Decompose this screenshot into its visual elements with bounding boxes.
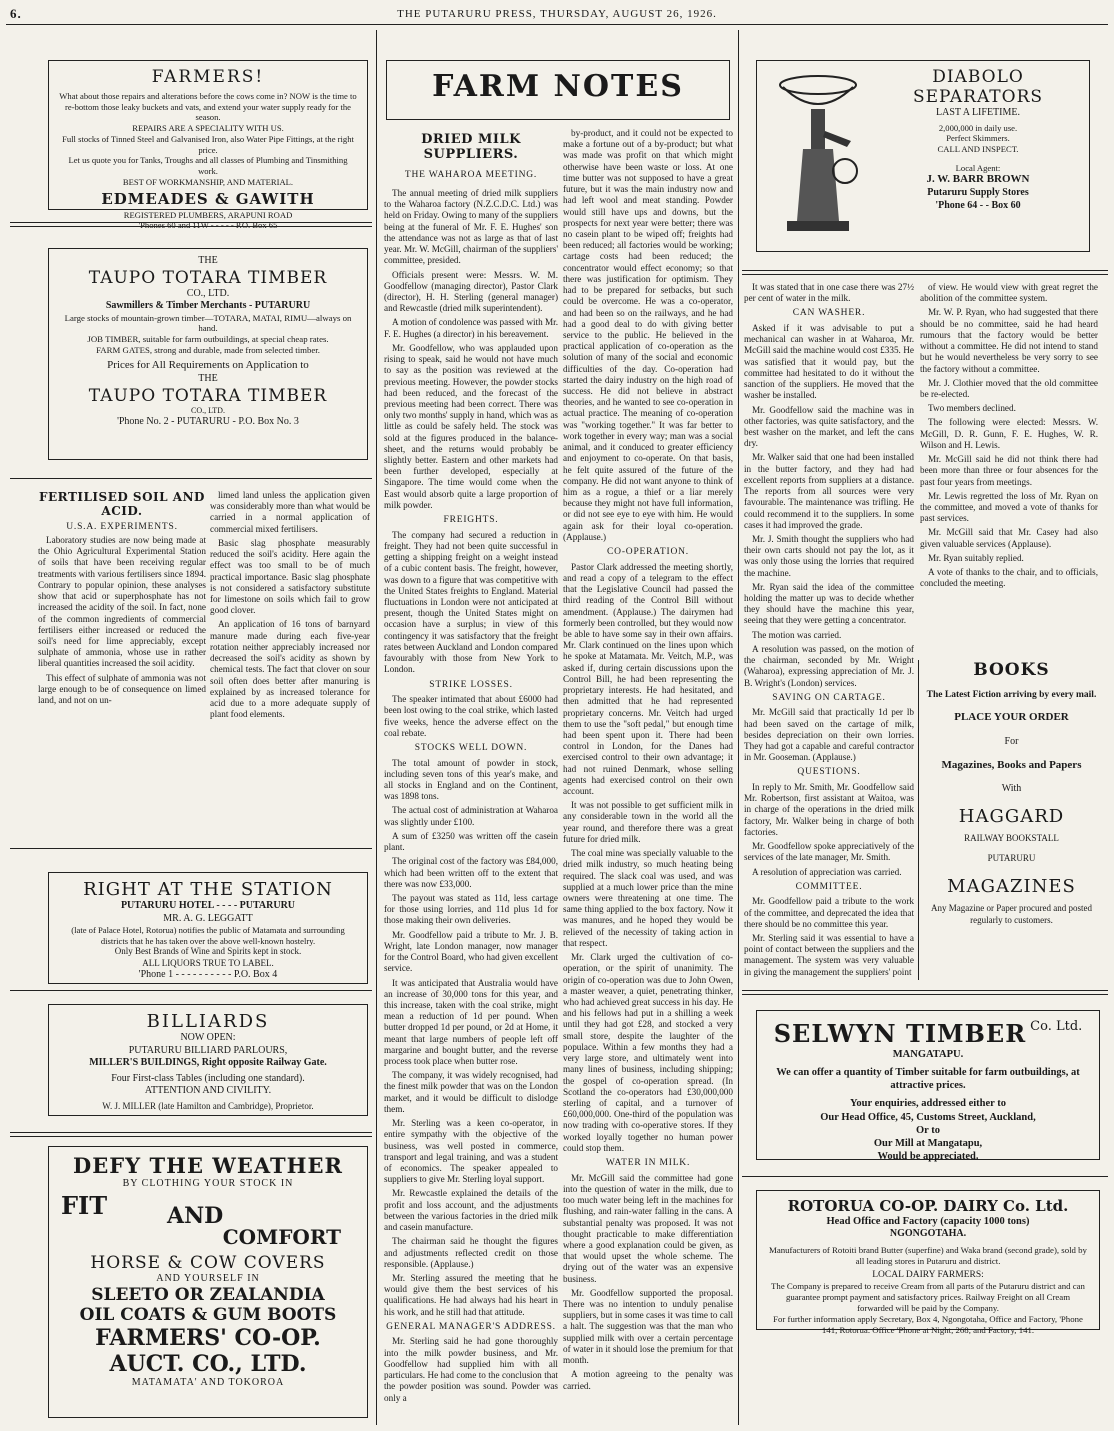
station-phone: 'Phone 1 - - - - - - - - - - P.O. Box 4 — [138, 968, 278, 980]
billiards-now: NOW OPEN: — [180, 1032, 236, 1043]
article-paragraph: Basic slag phosphate measurably reduced the soil's acidity. Here again the effect was too small to be of much practical importance. Basic slag phosphate is not considered a satisfactory substitute for limestone on soils which fail to grow good clover. — [210, 537, 370, 616]
taupo-the2: THE — [198, 373, 218, 385]
books-railway: RAILWAY BOOKSTALL — [964, 832, 1059, 843]
rotorua-dairy-ad — [756, 1190, 1100, 1336]
stocks-heading: STOCKS WELL DOWN. — [414, 743, 528, 753]
defy-oil: OIL COATS & GUM BOOTS — [79, 1305, 337, 1325]
billiards-attention: ATTENTION AND CIVILITY. — [144, 1085, 272, 1096]
diabolo-title1: DIABOLO — [932, 67, 1024, 87]
farmers-ad-body: What about those repairs and alterations before the cows come in? NOW is the time to re-bottom those leaky buckets and vats, and extend your water supply ready for the season. — [59, 91, 357, 123]
article-paragraph: Asked if it was advisable to put a mechanical can washer in at Waharoa, Mr. McGill said the machine would cost £335. He was satisfied that it would pay, but the committee had hesitated to do it without the sanction of the suppliers. He moved that the washer be installed. — [744, 323, 914, 401]
article-paragraph: The total amount of powder in stock, including seven tons of this year's make, and all stocks in England and on the Continent, was 1898 tons. — [384, 757, 558, 802]
taupo-name2: TAUPO TOTARA TIMBER — [88, 385, 328, 406]
saving-heading: SAVING ON CARTAGE. — [772, 692, 886, 703]
taupo-prices: Prices for All Requirements on Application to — [107, 359, 309, 372]
diabolo-agent: Local Agent: — [955, 162, 1001, 173]
article-paragraph: Mr. Rewcastle explained the details of the profit and loss account, and the adjustments between the various factories in the dried milk and casein manufacture. — [384, 1188, 558, 1233]
article-paragraph: Mr. Goodfellow, who was applauded upon rising to speak, said he would not have much to say as the position was reviewed at the previous meeting. However, the powder stocks had been reduced, and the forecast of the previous meeting had been correct. There was only two months' supply in hand, which was as little as could be safely held. The stock was sold at the figures produced in the balance-sheet, and the returns would probably be slightly better. Eastern and other markets had been further developed, especially at Singapore. The time would come when the East would absorb quite a large proportion of milk powder. — [384, 342, 558, 510]
article-paragraph: The actual cost of administration at Waharoa was slightly under £100. — [384, 805, 558, 827]
separator-illustration — [773, 71, 863, 241]
article-paragraph: Mr. Goodfellow spoke appreciatively of the services of the late manager, Mr. Smith. — [744, 841, 914, 863]
article-paragraph: Mr. McGill said the committee had gone into the question of water in the milk, due to too much water being left in the machines for flushing, and rain-water falling in the cans. A substantial penalty was proposed. It was not thought practicable to make differentiation where a good explanation could be given, as that would upset the whole scheme. The drying out of the water was an expensive business. — [563, 1172, 733, 1284]
divider — [742, 270, 1108, 275]
selwyn-co: Co. Ltd. — [1030, 1019, 1083, 1034]
article-paragraph: Mr. Goodfellow paid a tribute to the work of the committee, and deprecated the idea that there should be no committee this year. — [744, 896, 914, 929]
article-paragraph: Mr. McGill said that Mr. Casey had also given valuable services (Applause). — [920, 527, 1098, 549]
article-paragraph: Mr. J. Clothier moved that the old committee be re-elected. — [920, 377, 1098, 399]
article-paragraph: Mr. Lewis regretted the loss of Mr. Ryan on the committee, and moved a vote of thanks for past services. — [920, 490, 1098, 524]
divider — [10, 222, 372, 227]
fertilised-article-col1 — [38, 490, 206, 835]
station-late: (late of Palace Hotel, Rotorua) notifies the public of Matamata and surrounding districts that he has taken over the above well-known hostelry. — [71, 925, 345, 946]
books-with: With — [1001, 783, 1022, 795]
article-paragraph: Mr. Walker said that one had been installed in the butter factory, and they had had excellent reports from suppliers at a distance. The reports from all sources were very favourable. The maintenance was trifling. He could recommend it to the suppliers. In some cases it had improved the grade. — [744, 452, 914, 530]
books-putaruru: PUTARURU — [987, 853, 1036, 864]
article-paragraph: Mr. Goodfellow supported the proposal. There was no intention to unduly penalise suppliers, but in some cases it was time to call a halt. The suggestion was that the man who supplied milk with over a certain percentage of water in it should lose the premium for that month. — [563, 1287, 733, 1366]
article-paragraph: Mr. Ryan suitably replied. — [928, 552, 1024, 563]
station-brands: Only Best Brands of Wine and Spirits kept in stock. — [114, 946, 302, 957]
article-paragraph: Mr. Sterling said it was essential to have a point of contact between the suppliers and the management. The system was very valuable in giving the management the suppliers' point — [744, 933, 914, 977]
rotorua-place: NGONGOTAHA. — [889, 1228, 967, 1240]
article-paragraph: A motion of condolence was passed with Mr. F. E. Hughes (a director) in his bereavement. — [384, 317, 558, 339]
article-paragraph: It was anticipated that Australia would have an increase of 30,000 tons for this year, and this increase, taken with the coal strike, might mean a reduction of 1d per pound. When butter dropped 1d per pound, or 2d at Home, it meant that large numbers of people left off margarine and bought butter, and the reverse process took place when butter rose. — [384, 977, 558, 1067]
dried-milk-col2 — [563, 128, 733, 1423]
taupo-timber-ad — [48, 248, 368, 460]
defy-farmers: FARMERS' CO-OP. — [95, 1325, 321, 1351]
fertilised-headline: FERTILISED SOIL AND ACID. — [39, 490, 205, 518]
farmers-ad-stock: Full stocks of Tinned Steel and Galvanised Iron, also Water Pipe Fittings, at the right price. — [62, 133, 354, 155]
diabolo-call: CALL AND INSPECT. — [937, 143, 1019, 154]
article-paragraph: Two members declined. — [928, 403, 1016, 414]
defy-yourself: AND YOURSELF IN — [156, 1272, 260, 1284]
farmers-ad-specialty: REPAIRS ARE A SPECIALITY WITH US. — [132, 123, 284, 134]
defy-weather-ad — [48, 1146, 368, 1418]
farmers-ad-title: FARMERS! — [151, 67, 265, 87]
cooperation-heading: CO-OPERATION. — [607, 547, 689, 558]
fertilised-subheading: U.S.A. EXPERIMENTS. — [66, 522, 178, 532]
billiards-parlours: PUTARURU BILLIARD PARLOURS, — [128, 1044, 288, 1056]
books-mags: Magazines, Books and Papers — [941, 758, 1082, 771]
article-paragraph: Mr. Sterling said he had gone thoroughly into the milk powder business, and Mr. Goodfellow had supplied him with all particulars. He had come to the conclusion that the powder position was sound. Powder was only a — [384, 1336, 558, 1403]
article-paragraph: Mr. Sterling was a keen co-operator, in entire sympathy with the objective of the business, was well posted in commerce, transport and legal training, and was a student of economics. The speaker appealed to suppliers to give Mr. Sterling loyal support. — [384, 1118, 558, 1185]
rotorua-company: The Company is prepared to receive Cream from all parts of the Putaruru district and can guarantee prompt payment and satisfactory prices. Railway Freight on all Cream forwarded will be paid by the Company. — [771, 1281, 1085, 1314]
books-haggard: HAGGARD — [958, 805, 1065, 827]
article-paragraph: of view. He would view with great regret the abolition of the committee system. — [920, 282, 1098, 304]
books-any: Any Magazine or Paper procured and posted regularly to customers. — [931, 903, 1092, 925]
article-paragraph: Mr. Goodfellow said the machine was in other factories, was quite satisfactory, and the best washer on the market, and left the cans dry. — [744, 404, 914, 449]
article-paragraph: It was not possible to get sufficient milk in any considerable town in the world all the year round, and therefore there was a great future for dried milk. — [563, 800, 733, 844]
article-paragraph: The motion was carried. — [752, 629, 842, 640]
taupo-co2: CO., LTD. — [191, 405, 225, 415]
divider — [10, 1132, 372, 1137]
billiards-title: BILLIARDS — [146, 1011, 270, 1032]
selwyn-timber-ad — [756, 1010, 1100, 1160]
article-paragraph: An application of 16 tons of barnyard manure made during each five-year rotation neither appreciably increased nor decreased the soil's acidity as shown by chemical tests. The fact that clover on sour soil often does better after manuring is explained by as increased tolerance for acid due to a more adequate supply of plant food elements. — [210, 619, 370, 720]
books-latest: The Latest Fiction arriving by every mail. — [926, 689, 1097, 700]
selwyn-head: Our Head Office, 45, Customs Street, Auckland, — [820, 1111, 1036, 1123]
article-paragraph: A sum of £3250 was written off the casein plant. — [384, 830, 558, 853]
defy-and: AND — [167, 1202, 224, 1229]
rotorua-local: LOCAL DAIRY FARMERS: — [872, 1269, 984, 1280]
article-paragraph: Mr. W. P. Ryan, who had suggested that there should be no committee, said he had heard rumours that the factory would be better without a committee. He did not intend to stand but he would nevertheless be very sorry to see the factory without a committee. — [920, 307, 1098, 374]
page-number: 6. — [10, 6, 22, 21]
gm-heading: GENERAL MANAGER'S ADDRESS. — [386, 1321, 556, 1332]
article-paragraph: Mr. Ryan said the idea of the committee holding the matter up was to decide whether they should have the machine this year, seeing that they were getting a concentrator. — [744, 581, 914, 626]
selwyn-enq: Your enquiries, addressed either to — [849, 1098, 1007, 1110]
article-paragraph: It was stated that in one case there was 27½ per cent of water in the milk. — [744, 282, 914, 304]
selwyn-place: MANGATAPU. — [892, 1049, 964, 1060]
diabolo-stores: Putaruru Supply Stores — [927, 187, 1029, 199]
selwyn-or: Or to — [915, 1124, 940, 1136]
article-paragraph: This effect of sulphate of ammonia was not large enough to be of consequence on limed land, and not on un- — [38, 672, 206, 706]
header-rule — [6, 24, 1108, 25]
books-place: PLACE YOUR ORDER — [954, 711, 1069, 724]
can-washer-heading: CAN WASHER. — [792, 308, 866, 319]
station-mr: MR. A. G. LEGGATT — [163, 912, 253, 924]
defy-auct: AUCT. CO., LTD. — [109, 1351, 307, 1377]
rotorua-title: ROTORUA CO-OP. DAIRY Co. Ltd. — [787, 1197, 1069, 1215]
divider — [742, 990, 1108, 995]
taupo-the: THE — [198, 255, 218, 266]
article-paragraph: A vote of thanks to the chair, and to officials, concluded the meeting. — [920, 567, 1098, 589]
defy-comfort: COMFORT — [222, 1224, 341, 1249]
billiards-buildings: MILLER'S BUILDINGS, Right opposite Railway Gate. — [89, 1057, 327, 1068]
article-paragraph: The original cost of the factory was £84,000, which had been written off to the extent that there was now £33,000. — [384, 856, 558, 889]
committee-heading: COMMITTEE. — [795, 881, 863, 892]
taupo-name: TAUPO TOTARA TIMBER — [88, 267, 328, 288]
dried-milk-col4 — [920, 282, 1098, 632]
taupo-line1: Large stocks of mountain-grown timber—TOTARA, MATAI, RIMU—always on hand. — [64, 312, 352, 334]
selwyn-would: Would be appreciated. — [877, 1150, 979, 1162]
article-paragraph: The company, it was widely recognised, had the finest milk powder that was on the London market, and it would be difficult to dislodge them. — [384, 1070, 558, 1114]
billiards-ad — [48, 1004, 368, 1116]
defy-fit: FIT — [61, 1190, 108, 1220]
article-paragraph: Mr. McGill said he did not think there had been more than three or four absences for the past four years from meetings. — [920, 454, 1098, 487]
article-paragraph: Laboratory studies are now being made at the Ohio Agricultural Experimental Station of soils that have been receiving regular treatments with various fertilisers since 1894. Contrary to popular opinion, these analyses show that acid or superphosphate has not increased the acidity of the soil. In fact, none of the common ingredients of commercial fertilisers either increased or reduced the soil's need for lime appreciably, except sulphate of ammonia, whose use in rather liberal quantities increased the soil acidity. — [38, 535, 206, 669]
article-paragraph: limed land unless the application given was considerably more than what would be carried in a normal application of commercial mixed fertilisers. — [210, 490, 370, 534]
article-paragraph: Pastor Clark addressed the meeting shortly, and read a copy of a telegram to the effect that the Legislative Council had passed the third reading of the Control Bill without amendment. (Applause.) The dairymen had formerly been controlled, but they would now be able to have some say in their own affairs. Mr. Clark continued on the lines upon which he spoke at Matamata. Mr. Veitch, M.P., was asked if, during certain discussions upon the Control Bill, he had been representing the proprietary interests. He had hesitated, and then admitted that he had represented proprietary concerns. Mr. Veitch had urged them to use the "soft pedal," but enough time had been spent upon it. There had been control in London, for the Danes had exercised control to their own advantage; it had not ruined Denmark, whose selling agents had exercised control on their own account. — [563, 561, 733, 797]
rotorua-further: For further information apply Secretary, Box 4, Ngongotaha, Office and Factory, 'Phone 141, Rotorua. Office 'Phone at Night, 268, and Factory, 141. — [773, 1314, 1083, 1336]
selwyn-mill: Our Mill at Mangatapu, — [873, 1137, 983, 1149]
fertilised-article-col2 — [210, 490, 370, 835]
article-paragraph: The speaker intimated that about £6000 had been lost owing to the coal strike, which lasted five weeks, hence the adverse effect on the coal rebate. — [384, 694, 558, 738]
article-paragraph: Mr. Goodfellow paid a tribute to Mr. J. B. Wright, late London manager, now manager for the Control Board, who had given excellent service. — [384, 929, 558, 974]
defy-l2: BY CLOTHING YOUR STOCK IN — [122, 1178, 294, 1189]
books-for: For — [1004, 736, 1019, 748]
water-heading: WATER IN MILK. — [605, 1158, 691, 1169]
dried-milk-col3 — [744, 282, 914, 982]
selwyn-offer: We can offer a quantity of Timber suitable for farm outbuildings, at attractive prices. — [776, 1067, 1080, 1092]
dried-milk-col1 — [384, 128, 558, 1423]
divider — [742, 1176, 1108, 1177]
station-liquors: ALL LIQUORS TRUE TO LABEL. — [142, 957, 274, 968]
column-rule-2 — [738, 30, 739, 1425]
diabolo-last: LAST A LIFETIME. — [936, 107, 1020, 118]
dried-milk-subheading: THE WAHAROA MEETING. — [404, 170, 538, 180]
farmers-ad-phones: 'Phones 60 and 11W - - - - - P.O. Box 65 — [138, 220, 278, 231]
taupo-co: CO., LTD. — [186, 287, 230, 299]
farmers-ad — [48, 60, 368, 231]
diabolo-name: J. W. BARR BROWN — [926, 173, 1030, 186]
farmers-ad-quote: Let us quote you for Tanks, Troughs and all classes of Plumbing and Tinsmithing work. — [68, 155, 348, 177]
masthead-title: THE PUTARURU PRESS, THURSDAY, AUGUST 26, 1926. — [397, 8, 717, 20]
farm-notes-banner — [386, 60, 730, 120]
books-ad — [918, 660, 1100, 980]
column-rule-1 — [376, 30, 377, 1425]
article-paragraph: The payout was stated as 11d, less cartage for those using lorries, and 11d plus 1d for those making their own deliveries. — [384, 892, 558, 926]
selwyn-title: SELWYN TIMBER — [773, 1019, 1027, 1048]
page-header — [10, 6, 1104, 24]
station-hotel-ad — [48, 872, 368, 984]
taupo-line3: FARM GATES, strong and durable, made from selected timber. — [96, 345, 320, 356]
article-paragraph: Mr. Clark urged the cultivation of co-operation, or the spirit of unanimity. The origin of co-operation was due to John Owen, a master weaver, a quiet, penetrating thinker, who had achieved great success in his day. He and his fellows had put in a shilling a week until they had got £28, and stocked a very small store, despite the laughter of the populace. Within a few months they had a very large store, and ultimately went into many lines of business, including shipping; the gospel of co-operation spread. (In Scotland the co-operators had £30,000,000 sterling of capital, and a turnover of £60,000,000. One-third of the population was now trading with co-operative stores. If they worked loyally together no human power could stop them. — [563, 952, 733, 1153]
farmers-ad-sub: REGISTERED PLUMBERS, ARAPUNI ROAD — [123, 209, 293, 220]
diabolo-daily: 2,000,000 in daily use. — [938, 122, 1018, 133]
article-paragraph: A motion agreeing to the penalty was carried. — [563, 1369, 733, 1391]
divider — [10, 478, 372, 479]
defy-l1: DEFY THE WEATHER — [73, 1153, 343, 1178]
article-paragraph: Mr. Sterling assured the meeting that he would give them the best services of his qualifications. He had always had his heart in his work, and he still had that attitude. — [384, 1272, 558, 1317]
rotorua-head: Head Office and Factory (capacity 1000 tons) — [826, 1216, 1030, 1227]
defy-sleeto: SLEETO OR ZEALANDIA — [91, 1285, 325, 1305]
station-hotel: PUTARURU HOTEL - - - - PUTARURU — [120, 900, 296, 911]
divider — [10, 990, 372, 991]
article-paragraph: Officials present were: Messrs. W. M. Goodfellow (managing director), Pastor Clark (director), H. H. Sterling (general manager) and Rewcastle (dried milk superintendent). — [384, 269, 558, 314]
diabolo-title2: SEPARATORS — [912, 87, 1044, 107]
article-paragraph: The annual meeting of dried milk suppliers to the Waharoa factory (N.Z.C.D.C. Ltd.) was held on Friday. Owing to many of the suppliers being at the funeral of Mr. F. E. Hughes' son the attendance was not as large as that of last year. Mr. W. McGill, chairman of the suppliers' committee, presided. — [384, 188, 558, 266]
article-paragraph: In reply to Mr. Smith, Mr. Goodfellow said Mr. Robertson, first assistant at Waitoa, was in charge of the operations in the dried milk factory, Mr. Walker being in charge of both factories. — [744, 782, 914, 837]
article-paragraph: A resolution was passed, on the motion of the chairman, seconded by Mr. Wright (Waharoa), expressing appreciation of Mr. J. B. Wright's (London) services. — [744, 643, 914, 688]
divider — [10, 848, 372, 849]
taupo-phone: 'Phone No. 2 - PUTARURU - P.O. Box No. 3 — [117, 415, 299, 427]
books-magazines: MAGAZINES — [947, 876, 1076, 898]
dried-milk-headline: DRIED MILK SUPPLIERS. — [421, 132, 521, 162]
strike-heading: STRIKE LOSSES. — [429, 679, 513, 690]
article-paragraph: Mr. McGill said that practically 1d per lb had been saved on the cartage of milk, besides depreciation on their own lorries. They had got a capable and careful contractor in Mr. Gooseman. (Applause.) — [744, 707, 914, 763]
article-paragraph: Mr. J. Smith thought the suppliers who had their own carts should not pay the lot, as it was only those using the lorries that required the machine. — [744, 533, 914, 578]
billiards-prop: W. J. MILLER (late Hamilton and Cambridge), Proprietor. — [102, 1100, 314, 1111]
freights-heading: FREIGHTS. — [443, 515, 499, 526]
article-paragraph: The company had secured a reduction in freight. They had not been quite successful in getting a shipping freight on a weight instead of a cubic content basis. The freight, however, was down to a figure that was competitive with the United States freights to England. Material fluctuations in London were not anticipated at present, though the United States might on occasion have a surplus; in view of this contingency it was satisfactory that the freight rates between Auckland and London compared favourably with those from New York to London. — [384, 529, 559, 675]
rotorua-manuf: Manufacturers of Rotoiti brand Butter (superfine) and Waka brand (second grade), sold by all leading stores in Putaruru and district. — [769, 1244, 1087, 1266]
diabolo-perfect: Perfect Skimmers. — [946, 133, 1010, 144]
article-paragraph: A resolution of appreciation was carried. — [752, 866, 902, 877]
article-paragraph: The following were elected: Messrs. W. McGill, D. R. Gunn, F. E. Hughes, W. R. Wilson and H. Lewis. — [920, 417, 1098, 450]
farm-notes-title: FARM NOTES — [432, 69, 684, 104]
diabolo-ad — [756, 60, 1090, 252]
farmers-ad-best: BEST OF WORKMANSHIP, AND MATERIAL. — [122, 176, 294, 187]
defy-places: MATAMATA' AND TOKOROA — [131, 1377, 285, 1388]
article-paragraph: The chairman said he thought the figures and adjustments reflected credit on those responsible. (Applause.) — [384, 1236, 558, 1269]
diabolo-phone: 'Phone 64 - - Box 60 — [935, 199, 1021, 211]
billiards-tables: Four First-class Tables (including one standard). — [111, 1072, 305, 1084]
books-title: BOOKS — [973, 660, 1050, 680]
station-title: RIGHT AT THE STATION — [83, 879, 333, 900]
defy-covers: HORSE & COW COVERS — [90, 1252, 326, 1273]
taupo-sub: Sawmillers & Timber Merchants - PUTARURU — [105, 300, 311, 311]
farmers-ad-firm: EDMEADES & GAWITH — [101, 189, 315, 208]
taupo-line2: JOB TIMBER, suitable for farm outbuildings, at special cheap rates. — [87, 334, 329, 345]
article-paragraph: by-product, and it could not be expected to make a fortune out of a by-product; but what was made was profit on that which might otherwise have been waste or loss. At one time butter was not supposed to have a great future, but it was the main industry now and had left wool and meat standing. Powder would still have ups and downs, but the prospects for next year were better; there was no casein plant to be wiped off; freights had been reduced; all factories would be working; cartage costs had been reduced; the concentrator would effect economy; so that there was justification for optimism. They had to be prepared for setbacks, but such could be overcome. He was a co-operator, and had been so on the railways, and he had had a good deal to do with giving better service to the public. He believed in the practical application of co-operation as the solution of many of the social and economic difficulties of the day. Co-operation had started the dairy industry on the high road of success. He did not believe in abstract theories, and he wanted to see co-operation in actual practice. The meaning of co-operation was "working together." It was far better to work together in every way; man was a social animal, and it conduced to greater efficiency and enjoyment to co-operate. On that basis, he felt quite assured of the future of the company. He did not want anyone to think of him as a rogue, a thief or a liar merely because they might not have full information, or did not see eye to eye with him. He would again ask for their loyal co-operation. (Applause.) — [563, 128, 733, 542]
article-paragraph: The coal mine was specially valuable to the dried milk industry, so much heating being required. The slack coal was used, and was supplied at a much lower price than the mine owners were threatening at one time. The same thing applied to the box factory. Now it was manures, and he hoped they would be relieved of the necessity of taking action in that respect. — [563, 848, 733, 948]
questions-heading: QUESTIONS. — [797, 767, 861, 778]
